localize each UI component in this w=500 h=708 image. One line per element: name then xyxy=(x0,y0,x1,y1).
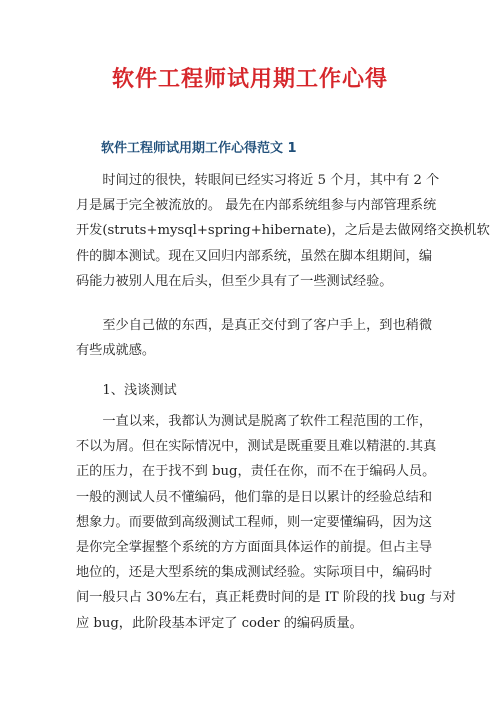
paragraph-line: 间一般只占 30%左右，真正耗费时间的是 IT 阶段的找 bug 与对 xyxy=(76,590,456,606)
paragraph-line: 想象力。而要做到高级测试工程师，则一定要懂编码，因为这 xyxy=(76,514,433,530)
section-heading: 软件工程师试用期工作心得范文 1 xyxy=(101,141,297,156)
paragraph-line: 是你完全掌握整个系统的方方面面具体运作的前提。但占主导 xyxy=(76,540,433,556)
paragraph-testing xyxy=(76,409,456,636)
paragraph-line: 一直以来，我都认为测试是脱离了软件工程范围的工作， xyxy=(76,414,433,429)
paragraph-line: 一般的测试人员不懂编码，他们靠的是日以累计的经验总结和 xyxy=(76,489,433,505)
paragraph-line: 至少自己做的东西，是真正交付到了客户手上，到也稍微 xyxy=(76,318,433,333)
paragraph-line: 月是属于完全被流放的。 最先在内部系统组参与内部管理系统 xyxy=(76,198,437,214)
paragraph-intro xyxy=(76,168,490,294)
paragraph-line: 时间过的很快，转眼间已经实习将近 5 个月，其中有 2 个 xyxy=(76,173,440,188)
paragraph-line: 件的脚本测试。现在又回归内部系统，虽然在脚本组期间，编 xyxy=(76,248,433,264)
paragraph-line: 码能力被别人甩在后头，但至少具有了一些测试经验。 xyxy=(76,273,393,289)
subheading-testing xyxy=(76,378,428,403)
paragraph-line: 有些成就感。 xyxy=(76,343,156,359)
paragraph-line: 正的压力，在于找不到 bug，责任在你，而不在于编码人员。 xyxy=(76,464,436,480)
paragraph-line: 应 bug，此阶段基本评定了 coder 的编码质量。 xyxy=(76,615,363,631)
paragraph-line: 不以为屑。但在实际情况中，测试是既重要且难以精湛的.其真 xyxy=(76,439,437,455)
paragraph-line: 1、浅谈测试 xyxy=(76,383,177,398)
paragraph-achievement xyxy=(76,313,433,363)
paragraph-line: 地位的，还是大型系统的集成测试经验。实际项目中，编码时 xyxy=(76,565,433,581)
document-title: 软件工程师试用期工作心得 xyxy=(111,67,388,92)
paragraph-line: 开发(struts+mysql+spring+hibernate)，之后是去做网络交换机软 xyxy=(76,223,490,239)
